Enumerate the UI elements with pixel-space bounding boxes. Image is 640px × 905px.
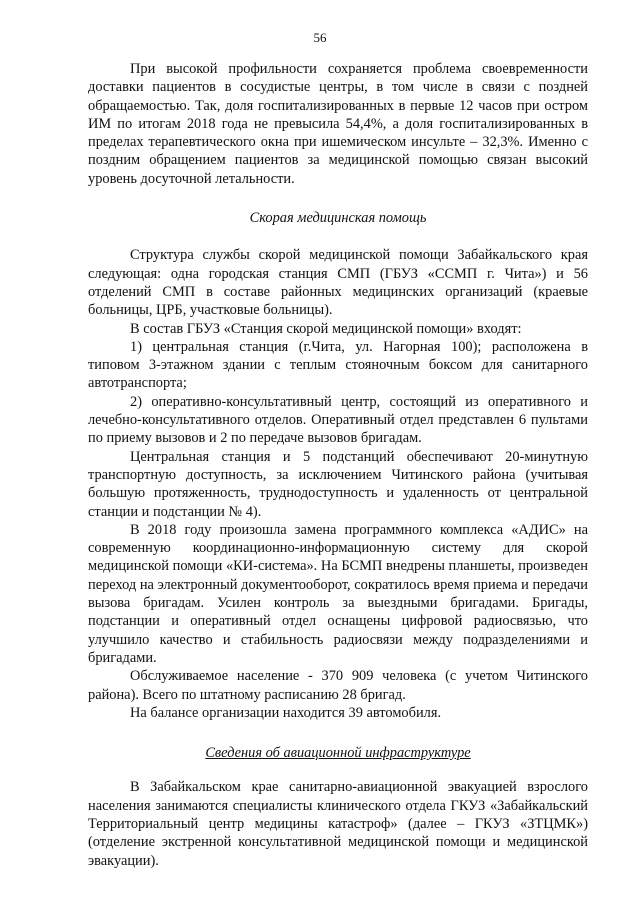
list-item-central-station: 1) центральная станция (г.Чита, ул. Нагорная 100); расположена в типовом 3-этажном здании с теплым стояночным боксом для санитарного автотранспорта; (88, 338, 588, 392)
paragraph-delivery-timeliness: При высокой профильности сохраняется проблема своевременности доставки пациентов в сосудистые центры, в том числе в связи с поздней обращаемостью. Так, доля госпитализированных в первые 12 часов при остром ИМ по итогам 2018 года не превысила 54,4%, а доля госпитализированных в пределах терапевтического окна при ишемическом инсульте – 32,3%. Именно с поздним обращением пациентов за медицинской помощью связан высокий уровень досуточной летальности. (88, 61, 588, 187)
document-body (88, 60, 588, 870)
paragraph-transport-accessibility: Центральная станция и 5 подстанций обеспечивают 20-минутную транспортную доступность, за исключением Читинского района (учитывая большую протяженность, труднодоступность и удаленность от центральной станции и подстанции № 4). (88, 448, 588, 520)
paragraph-vehicle-count: На балансе организации находится 39 автомобиля. (130, 704, 442, 721)
paragraph-service-structure: Структура службы скорой медицинской помощи Забайкальского края следующая: одна городская станция СМП (ГБУЗ «ССМП г. Чита») и 56 отделений СМП в составе районных медицинских организаций (краевые больницы, ЦРБ, участковые больницы). (88, 247, 588, 319)
paragraph-software-replacement: В 2018 году произошла замена программного комплекса «АДИС» на современную координационно-информационную систему для скорой медицинской помощи «КИ-система». На БСМП внедрены планшеты, произведен переход на электронный документооборот, сократилось время приема и передачи вызова бригадам. Усилен контроль за выездными бригадами. Бригады, подстанции и оперативный отдел оснащены цифровой радиосвязью, что улучшило качество и стабильность радиосвязи между подразделениями и бригадами. (88, 521, 588, 666)
section-heading-emergency-care: Скорая медицинская помощь (249, 210, 427, 227)
paragraph-served-population: Обслуживаемое население - 370 909 человека (с учетом Читинского района). Всего по штатному расписанию 28 бригад. (88, 668, 588, 703)
paragraph-air-evacuation: В Забайкальском крае санитарно-авиационной эвакуацией взрослого населения занимаются специалисты клинического отдела ГКУЗ «Забайкальский Территориальный центр медицины катастроф» (далее – ГКУЗ «ЗТЦМК») (отделение экстренной консультативной медицинской помощи и медицинской эвакуации). (88, 779, 588, 869)
section-heading-aviation-infrastructure: Сведения об авиационной инфраструктуре (205, 745, 471, 762)
list-item-operational-center: 2) оперативно-консультативный центр, состоящий из оперативного и лечебно-консультативного отделов. Оперативный отдел представлен 6 пультами по приему вызовов и 2 по передаче вызовов бригадам. (88, 393, 588, 447)
paragraph-station-composition: В состав ГБУЗ «Станция скорой медицинской помощи» входят: (130, 320, 522, 337)
page-number: 56 (313, 30, 327, 45)
